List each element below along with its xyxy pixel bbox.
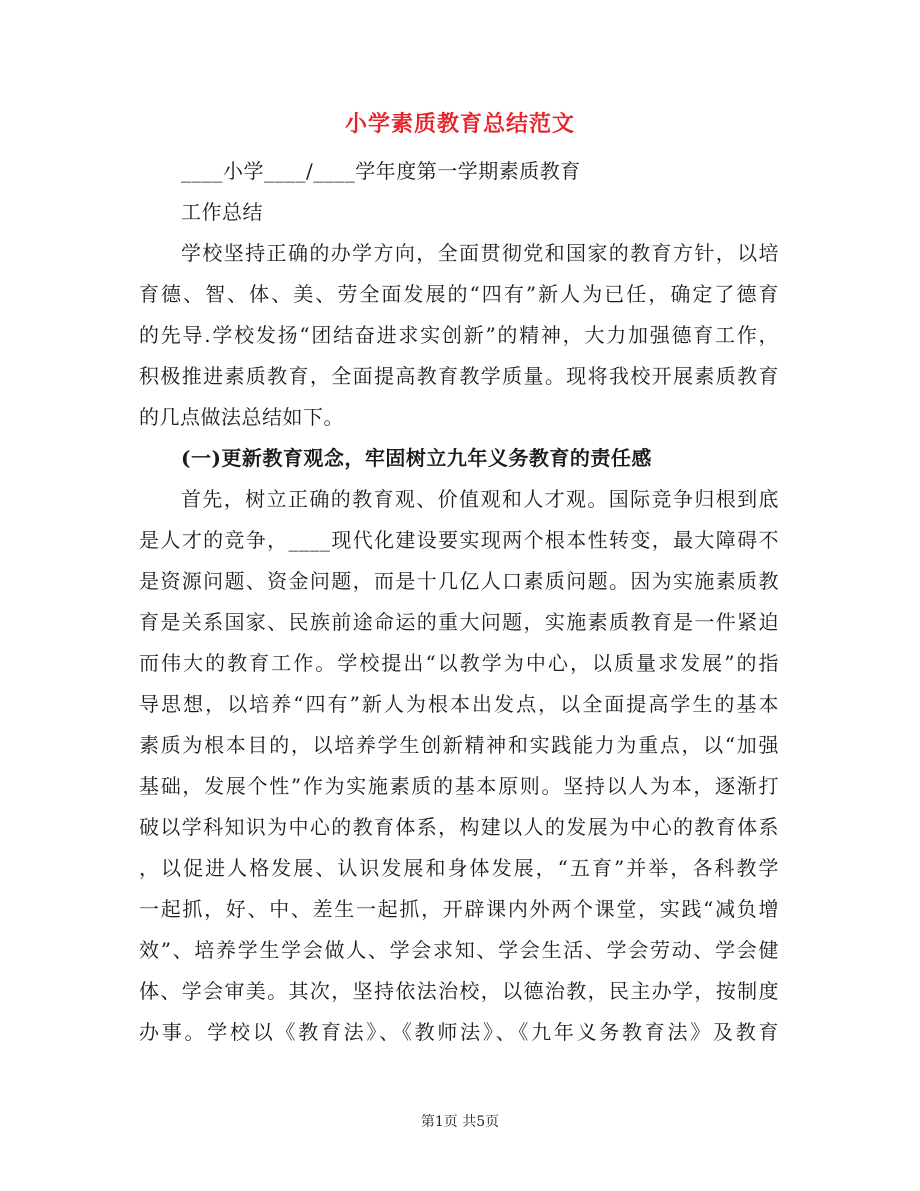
paragraph-line: 首先，树立正确的教育观、价值观和人才观。国际竞争归根到底 bbox=[181, 487, 779, 511]
paragraph-line: 的几点做法总结如下。 bbox=[139, 405, 344, 429]
paragraph-line: 的先导.学校发扬“团结奋进求实创新”的精神，大力加强德育工作， bbox=[139, 323, 779, 347]
subtitle-line-2: 工作总结 bbox=[181, 200, 263, 224]
paragraph-line: 积极推进素质教育，全面提高教育教学质量。现将我校开展素质教育 bbox=[139, 364, 779, 388]
paragraph-line: 效”、培养学生学会做人、学会求知、学会生活、学会劳动、学会健 bbox=[139, 938, 779, 962]
paragraph-line: 体、学会审美。其次，坚持依法治校，以德治教，民主办学，按制度 bbox=[139, 979, 779, 1003]
paragraph-line: 素质为根本目的，以培养学生创新精神和实践能力为重点，以“加强 bbox=[139, 733, 779, 757]
page-number: 第1页 共5页 bbox=[420, 1114, 500, 1130]
document-title: 小学素质教育总结范文 bbox=[344, 111, 575, 137]
paragraph-line: 破以学科知识为中心的教育体系，构建以人的发展为中心的教育体系 bbox=[139, 815, 779, 839]
paragraph-line: 育德、智、体、美、劳全面发展的“四有”新人为已任，确定了德育 bbox=[139, 282, 779, 306]
paragraph-line: 基础，发展个性”作为实施素质的基本原则。坚持以人为本，逐渐打 bbox=[139, 774, 779, 798]
paragraph-line: 育是关系国家、民族前途命运的重大问题，实施素质教育是一件紧迫 bbox=[139, 610, 779, 634]
paragraph-line: 办事。学校以《教育法》、《教师法》、《九年义务教育法》及教育 bbox=[139, 1020, 779, 1044]
paragraph-line: 是人才的竞争，____现代化建设要实现两个根本性转变，最大障碍不 bbox=[139, 528, 779, 552]
paragraph-line: 一起抓，好、中、差生一起抓，开辟课内外两个课堂，实践“减负增 bbox=[139, 897, 779, 921]
paragraph-line: ，以促进人格发展、认识发展和身体发展，“五育”并举，各科教学 bbox=[139, 856, 779, 880]
paragraph-line: 导思想，以培养“四有”新人为根本出发点，以全面提高学生的基本 bbox=[139, 692, 779, 716]
section-heading: (一)更新教育观念，牢固树立九年义务教育的责任感 bbox=[181, 446, 652, 470]
paragraph-line: 是资源问题、资金问题，而是十几亿人口素质问题。因为实施素质教 bbox=[139, 569, 779, 593]
paragraph-line: 而伟大的教育工作。学校提出“以教学为中心，以质量求发展”的指 bbox=[139, 651, 779, 675]
paragraph-line: 学校坚持正确的办学方向，全面贯彻党和国家的教育方针，以培 bbox=[181, 241, 779, 265]
subtitle-line: ____小学____/____学年度第一学期素质教育 bbox=[181, 159, 581, 183]
